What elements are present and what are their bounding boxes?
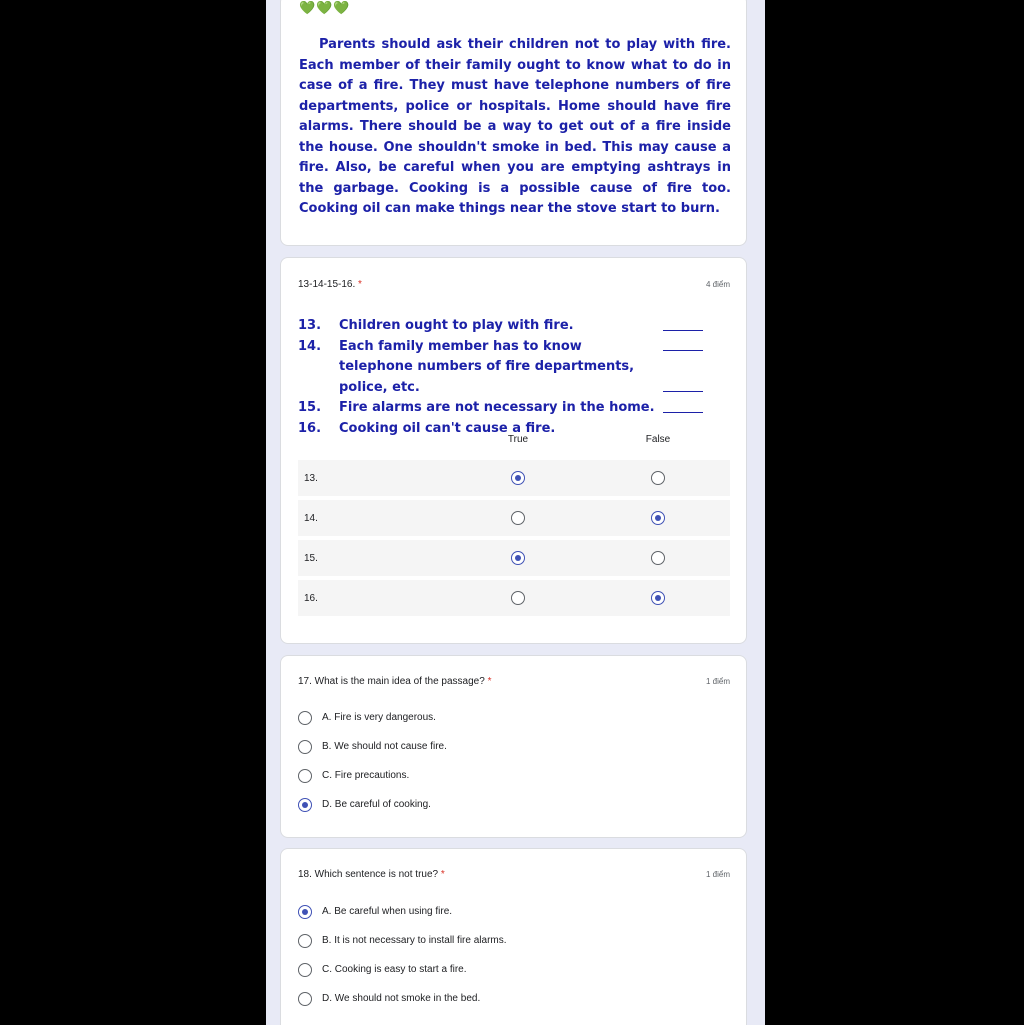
grid-row-label: 15.: [304, 553, 318, 564]
statement-text: Fire alarms are not necessary in the home.: [339, 400, 655, 415]
option-text: A. Fire is very dangerous.: [322, 712, 436, 723]
points-label: 4 điểm: [705, 280, 730, 289]
option-text: D. We should not smoke in the bed.: [322, 993, 481, 1004]
statement-text: Children ought to play with fire.: [339, 318, 574, 333]
radio-button[interactable]: [298, 740, 312, 754]
grid-row-label: 14.: [304, 513, 318, 524]
statement-list: [298, 316, 708, 439]
option-q18-a[interactable]: [298, 903, 598, 921]
option-text: C. Fire precautions.: [322, 770, 410, 781]
grid-row-label: 13.: [304, 473, 318, 484]
grid-row-15: [298, 540, 730, 576]
option-q17-d[interactable]: [298, 796, 598, 814]
statement-number: 14.: [298, 338, 322, 354]
question-title: [298, 279, 362, 290]
hearts-emoji: 💚💚💚: [299, 0, 351, 15]
option-text: D. Be careful of cooking.: [322, 799, 431, 810]
column-header-true: True: [507, 434, 529, 445]
grid-row-16: [298, 580, 730, 616]
question-title-text: 17. What is the main idea of the passage?: [298, 676, 485, 687]
grid-question-card: [280, 257, 747, 644]
column-header-false: False: [645, 434, 671, 445]
points-label: 1 điểm: [705, 870, 730, 879]
option-q18-d[interactable]: [298, 990, 598, 1008]
question-title: [298, 676, 491, 687]
question-title-text: 13-14-15-16.: [298, 279, 356, 290]
grid-row-13: [298, 460, 730, 496]
option-q17-c[interactable]: [298, 767, 598, 785]
option-q17-b[interactable]: [298, 738, 598, 756]
question-title: [298, 869, 445, 880]
radio-row16-true[interactable]: [511, 591, 525, 605]
option-q17-a[interactable]: [298, 709, 598, 727]
radio-row13-true[interactable]: [511, 471, 525, 485]
option-text: B. It is not necessary to install fire alarms.: [322, 935, 507, 946]
statement-number: 13.: [298, 318, 322, 333]
answer-blank: [663, 412, 703, 413]
radio-row15-true[interactable]: [511, 551, 525, 565]
grid-row-label: 16.: [304, 593, 318, 604]
statement-text: Cooking oil can't cause a fire.: [339, 420, 556, 436]
radio-row15-false[interactable]: [651, 551, 665, 565]
grid-row-14: [298, 500, 730, 536]
radio-row16-false[interactable]: [651, 591, 665, 605]
radio-button[interactable]: [298, 711, 312, 725]
statement-item: [298, 337, 708, 399]
answer-blank: [663, 330, 703, 331]
radio-button[interactable]: [298, 769, 312, 783]
option-q18-c[interactable]: [298, 961, 598, 979]
radio-button[interactable]: [298, 905, 312, 919]
passage-card: [280, 0, 747, 246]
statement-text: Each family member has to know telephone numbers of fire departments, police, etc.: [339, 338, 635, 395]
radio-row13-false[interactable]: [651, 471, 665, 485]
question-18-card: [280, 848, 747, 1025]
option-text: C. Cooking is easy to start a fire.: [322, 964, 467, 975]
required-mark: *: [440, 869, 445, 880]
question-17-card: [280, 655, 747, 838]
form-container: [266, 0, 765, 1025]
answer-blank: [663, 350, 703, 351]
option-q18-b[interactable]: [298, 932, 598, 950]
radio-button[interactable]: [298, 798, 312, 812]
option-text: A. Be careful when using fire.: [322, 906, 453, 917]
statement-item: [298, 316, 708, 337]
statement-number: 16.: [298, 420, 322, 436]
points-label: 1 điểm: [705, 677, 730, 686]
radio-button[interactable]: [298, 992, 312, 1006]
required-mark: *: [487, 676, 492, 687]
radio-row14-false[interactable]: [651, 511, 665, 525]
required-mark: *: [358, 279, 362, 290]
statement-item: [298, 398, 708, 419]
option-text: B. We should not cause fire.: [322, 741, 447, 752]
radio-row14-true[interactable]: [511, 511, 525, 525]
statement-number: 15.: [298, 400, 322, 415]
answer-blank: [663, 391, 703, 392]
question-title-text: 18. Which sentence is not true?: [298, 869, 439, 880]
radio-button[interactable]: [298, 934, 312, 948]
radio-button[interactable]: [298, 963, 312, 977]
reading-passage: Parents should ask their children not to play with fire. Each member of their family ought to know what to do in case of a fire. They must have telephone numbers of fire departments, police or hospitals. Home should have fire alarms. There should be a way to get out of a fire inside the house. One shouldn't smoke in bed. This may cause a fire. Also, be careful when you are emptying ashtrays in the garbage. Cooking is a possible cause of fire too. Cooking oil can make things near the stove start to burn.: [299, 37, 731, 216]
